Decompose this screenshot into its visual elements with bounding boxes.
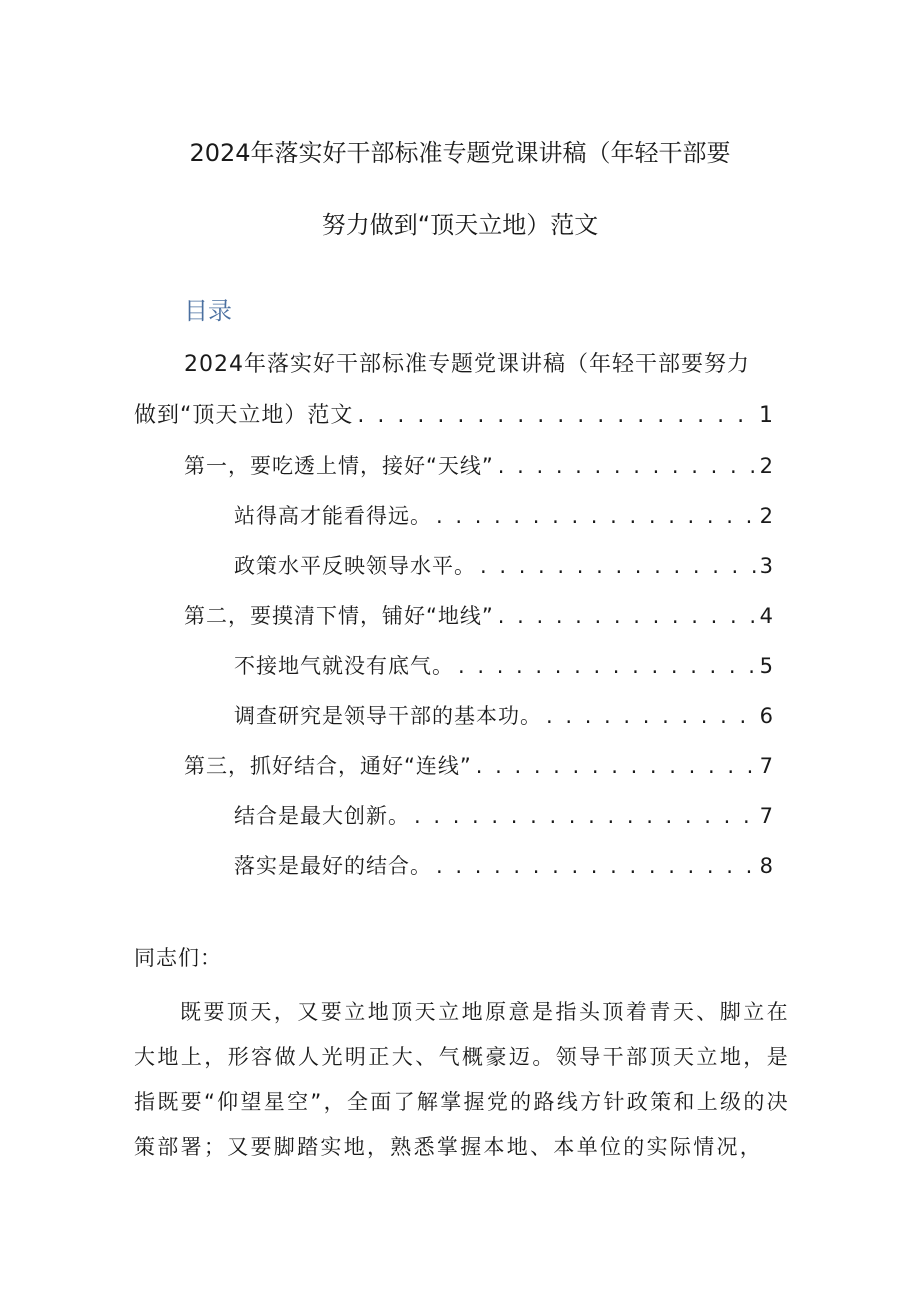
toc-entry-text: 落实是最好的结合。 (234, 854, 432, 878)
toc-main-entry[interactable] (134, 402, 774, 430)
toc-page-number: 1 (759, 403, 774, 428)
toc-entry-text: 政策水平反映领导水平。 (234, 554, 476, 578)
toc-subentry[interactable] (234, 702, 774, 730)
toc-page-number: 7 (759, 754, 774, 778)
toc-entry-text: 第一，要吃透上情，接好“天线” (184, 454, 494, 478)
body-paragraph: 既要顶天，又要立地顶天立地原意是指头顶着青天、脚立在大地上，形容做人光明正大、气概豪迈。领导干部顶天立地，是指既要“仰望星空”，全面了解掌握党的路线方针政策和上级的决策部署；又要脚踏实地，熟悉掌握本地、本单位的实际情况， (134, 1000, 790, 1159)
toc-leader-dots (494, 602, 760, 630)
toc-main-entry-line-2: 做到“顶天立地）范文 (134, 403, 354, 428)
toc-leader-dots (472, 752, 760, 780)
toc-subentry[interactable] (234, 552, 774, 580)
toc-page-number: 6 (759, 704, 774, 728)
toc-leader-dots (454, 652, 760, 680)
toc-page-number: 4 (759, 604, 774, 628)
toc-entry-text: 站得高才能看得远。 (234, 504, 432, 528)
toc-subentry[interactable] (234, 852, 774, 880)
toc-subentry[interactable] (234, 802, 774, 830)
toc-page-number: 2 (759, 454, 774, 478)
toc-entry[interactable] (184, 602, 774, 630)
toc-entry[interactable] (184, 752, 774, 780)
toc-entry-text: 调查研究是领导干部的基本功。 (234, 704, 542, 728)
toc-leader-dots (432, 502, 760, 530)
toc-leader-dots (494, 452, 760, 480)
toc-page-number: 3 (759, 554, 774, 578)
toc-subentry[interactable] (234, 652, 774, 680)
toc-page-number: 5 (759, 654, 774, 678)
toc-entry-text: 结合是最大创新。 (234, 804, 410, 828)
toc-page-number: 7 (759, 804, 774, 828)
toc-leader-dots (476, 552, 760, 580)
toc-leader-dots (432, 852, 760, 880)
toc-page-number: 8 (759, 854, 774, 878)
toc-entry-text: 不接地气就没有底气。 (234, 654, 454, 678)
toc-page-number: 2 (759, 504, 774, 528)
toc-main-entry-line-1[interactable]: 2024年落实好干部标准专题党课讲稿（年轻干部要努力 (184, 352, 750, 377)
toc-leader-dots (353, 402, 759, 430)
toc-leader-dots (542, 702, 760, 730)
toc-entry[interactable] (184, 452, 774, 480)
toc-subentry[interactable] (234, 502, 774, 530)
toc-entry-text: 第二，要摸清下情，铺好“地线” (184, 604, 494, 628)
toc-heading: 目录 (184, 297, 232, 325)
document-title-line-2: 努力做到“顶天立地）范文 (321, 211, 599, 239)
toc-entry-text: 第三，抓好结合，通好“连线” (184, 754, 472, 778)
document-title-line-1: 2024年落实好干部标准专题党课讲稿（年轻干部要 (189, 139, 731, 167)
greeting: 同志们： (134, 946, 222, 970)
toc-leader-dots (410, 802, 760, 830)
